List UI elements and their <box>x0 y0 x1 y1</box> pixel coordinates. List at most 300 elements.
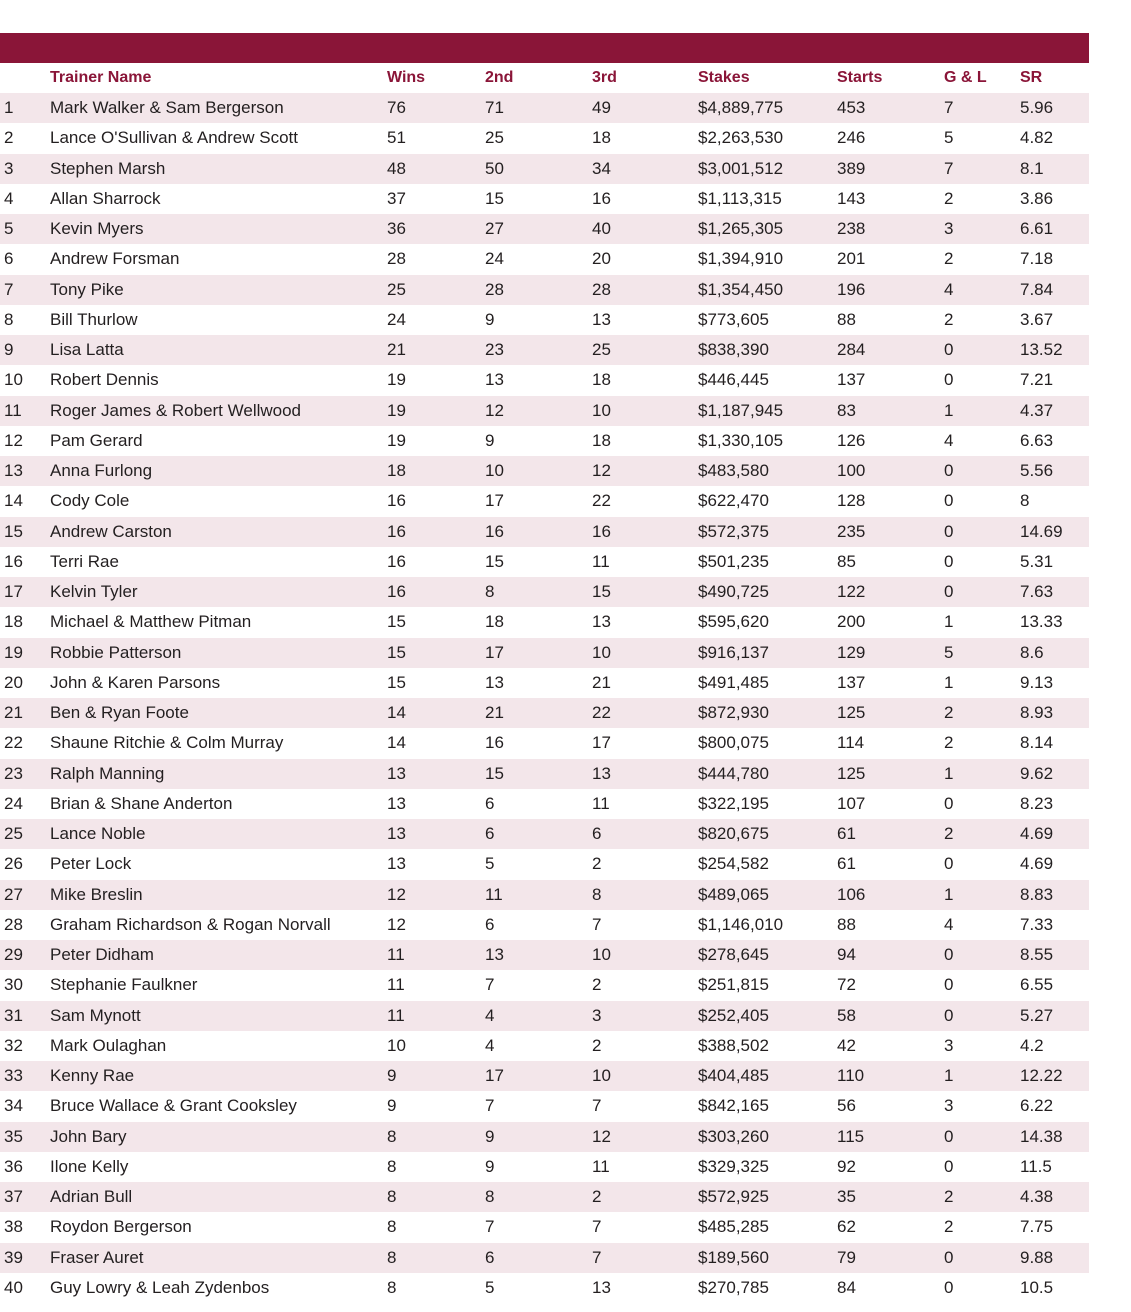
table-row <box>0 486 1089 516</box>
cell-gl: 0 <box>944 370 954 390</box>
cell-starts: 114 <box>837 733 865 753</box>
cell-gl: 1 <box>944 612 954 632</box>
cell-starts: 196 <box>837 279 866 299</box>
cell-gl: 0 <box>944 1277 954 1297</box>
cell-rank: 21 <box>4 703 23 722</box>
cell-starts: 128 <box>837 491 866 511</box>
cell-third: 12 <box>592 461 611 480</box>
cell-trainer-name: Anna Furlong <box>50 461 153 480</box>
cell-stakes: $595,620 <box>698 612 769 632</box>
cell-starts: 125 <box>837 703 866 722</box>
cell-second: 18 <box>485 612 504 632</box>
cell-rank: 8 <box>4 309 14 329</box>
title-bar <box>0 33 1089 63</box>
table-row <box>0 1031 1089 1061</box>
cell-wins: 19 <box>387 400 406 420</box>
cell-stakes: $800,075 <box>698 733 769 753</box>
cell-second: 7 <box>485 1217 495 1237</box>
cell-trainer-name: Robbie Patterson <box>50 642 182 662</box>
cell-rank: 17 <box>4 582 23 601</box>
cell-stakes: $572,375 <box>698 521 769 541</box>
cell-wins: 13 <box>387 793 406 813</box>
cell-trainer-name: Sam Mynott <box>50 1005 141 1025</box>
cell-starts: 94 <box>837 945 856 964</box>
cell-rank: 14 <box>4 491 23 511</box>
cell-third: 12 <box>592 1126 611 1146</box>
cell-wins: 11 <box>387 1005 405 1025</box>
cell-sr: 6.63 <box>1020 430 1054 450</box>
cell-wins: 21 <box>387 340 406 359</box>
table-header <box>0 63 1089 93</box>
cell-starts: 246 <box>837 128 866 148</box>
cell-rank: 39 <box>4 1247 23 1267</box>
cell-gl: 0 <box>944 945 954 964</box>
cell-stakes: $838,390 <box>698 340 769 359</box>
cell-starts: 115 <box>837 1126 865 1146</box>
cell-third: 2 <box>592 854 602 874</box>
cell-gl: 0 <box>944 461 954 480</box>
cell-starts: 201 <box>837 249 866 269</box>
cell-gl: 0 <box>944 491 954 511</box>
table-row <box>0 607 1089 637</box>
cell-third: 40 <box>592 219 611 238</box>
table-row <box>0 365 1089 395</box>
table-row <box>0 244 1089 274</box>
cell-third: 6 <box>592 824 602 843</box>
cell-rank: 35 <box>4 1126 23 1146</box>
cell-trainer-name: Cody Cole <box>50 491 130 511</box>
cell-third: 13 <box>592 763 611 783</box>
cell-second: 8 <box>485 582 495 601</box>
cell-sr: 13.52 <box>1020 340 1063 359</box>
cell-sr: 7.84 <box>1020 279 1054 299</box>
header-gl: G & L <box>944 69 987 86</box>
cell-rank: 26 <box>4 854 23 874</box>
cell-second: 12 <box>485 400 504 420</box>
cell-gl: 4 <box>944 279 954 299</box>
cell-sr: 8.55 <box>1020 945 1054 964</box>
cell-rank: 38 <box>4 1217 23 1237</box>
cell-gl: 0 <box>944 1156 954 1176</box>
cell-wins: 13 <box>387 763 406 783</box>
table-row <box>0 1001 1089 1031</box>
cell-third: 8 <box>592 884 602 904</box>
cell-wins: 76 <box>387 98 406 117</box>
cell-starts: 56 <box>837 1096 856 1116</box>
cell-third: 18 <box>592 430 611 450</box>
cell-stakes: $483,580 <box>698 461 769 480</box>
cell-starts: 125 <box>837 763 866 783</box>
table-row <box>0 1122 1089 1152</box>
cell-rank: 19 <box>4 642 23 662</box>
cell-gl: 2 <box>944 733 954 753</box>
cell-wins: 16 <box>387 582 406 601</box>
cell-third: 10 <box>592 1066 611 1085</box>
cell-third: 21 <box>592 672 611 692</box>
cell-stakes: $501,235 <box>698 551 769 571</box>
table-row <box>0 577 1089 607</box>
cell-stakes: $572,925 <box>698 1187 769 1206</box>
header-wins: Wins <box>387 69 426 86</box>
cell-third: 16 <box>592 188 611 208</box>
cell-starts: 61 <box>837 854 856 874</box>
cell-stakes: $916,137 <box>698 642 769 662</box>
cell-wins: 48 <box>387 158 406 178</box>
cell-sr: 4.2 <box>1020 1035 1044 1055</box>
cell-stakes: $622,470 <box>698 491 769 511</box>
cell-stakes: $251,815 <box>698 975 769 995</box>
cell-trainer-name: John Bary <box>50 1126 127 1146</box>
cell-wins: 11 <box>387 975 405 995</box>
cell-second: 15 <box>485 188 504 208</box>
table-row <box>0 1061 1089 1091</box>
cell-stakes: $446,445 <box>698 370 769 390</box>
cell-wins: 16 <box>387 521 406 541</box>
cell-third: 20 <box>592 249 611 269</box>
table-row <box>0 1273 1089 1303</box>
table-row <box>0 456 1089 486</box>
table-row <box>0 1152 1089 1182</box>
cell-gl: 3 <box>944 1096 954 1116</box>
table-row <box>0 426 1089 456</box>
cell-second: 9 <box>485 1126 495 1146</box>
cell-trainer-name: Peter Didham <box>50 945 154 964</box>
cell-rank: 22 <box>4 733 23 753</box>
cell-gl: 4 <box>944 914 954 934</box>
cell-second: 6 <box>485 1247 495 1267</box>
cell-stakes: $4,889,775 <box>698 98 784 117</box>
cell-trainer-name: Ilone Kelly <box>50 1156 129 1176</box>
cell-sr: 14.38 <box>1020 1126 1063 1146</box>
cell-starts: 79 <box>837 1247 856 1267</box>
table-row <box>0 184 1089 214</box>
cell-stakes: $820,675 <box>698 824 769 843</box>
cell-sr: 7.75 <box>1020 1217 1054 1237</box>
cell-trainer-name: John & Karen Parsons <box>50 672 221 692</box>
cell-second: 10 <box>485 461 504 480</box>
cell-rank: 12 <box>4 430 23 450</box>
cell-stakes: $252,405 <box>698 1005 769 1025</box>
cell-sr: 8.23 <box>1020 793 1054 813</box>
cell-wins: 8 <box>387 1217 397 1237</box>
cell-wins: 16 <box>387 491 406 511</box>
cell-stakes: $329,325 <box>698 1156 769 1176</box>
cell-sr: 12.22 <box>1020 1066 1063 1085</box>
cell-third: 11 <box>592 793 610 813</box>
cell-third: 7 <box>592 1247 602 1267</box>
cell-sr: 13.33 <box>1020 612 1063 632</box>
table-row <box>0 668 1089 698</box>
table-row <box>0 759 1089 789</box>
cell-gl: 3 <box>944 219 954 238</box>
cell-gl: 1 <box>944 763 954 783</box>
cell-third: 10 <box>592 642 611 662</box>
cell-rank: 7 <box>4 279 14 299</box>
cell-starts: 58 <box>837 1005 856 1025</box>
cell-stakes: $303,260 <box>698 1126 769 1146</box>
cell-trainer-name: Bill Thurlow <box>50 309 138 329</box>
table-row <box>0 940 1089 970</box>
table-row <box>0 849 1089 879</box>
cell-wins: 15 <box>387 672 406 692</box>
cell-second: 16 <box>485 521 504 541</box>
cell-second: 71 <box>485 98 504 117</box>
cell-third: 7 <box>592 914 602 934</box>
table-row <box>0 123 1089 153</box>
cell-wins: 14 <box>387 703 406 722</box>
cell-rank: 25 <box>4 824 23 843</box>
table-row <box>0 93 1089 123</box>
cell-rank: 27 <box>4 884 23 904</box>
cell-rank: 2 <box>4 128 14 148</box>
cell-trainer-name: Brian & Shane Anderton <box>50 793 233 813</box>
cell-sr: 8.1 <box>1020 158 1044 178</box>
cell-sr: 9.62 <box>1020 763 1054 783</box>
cell-sr: 7.18 <box>1020 249 1054 269</box>
cell-stakes: $773,605 <box>698 309 769 329</box>
cell-gl: 2 <box>944 188 954 208</box>
cell-trainer-name: Stephanie Faulkner <box>50 975 198 995</box>
cell-trainer-name: Lance Noble <box>50 824 146 843</box>
cell-gl: 0 <box>944 1005 954 1025</box>
cell-third: 25 <box>592 340 611 359</box>
cell-wins: 12 <box>387 884 406 904</box>
cell-gl: 0 <box>944 1247 954 1267</box>
cell-trainer-name: Roydon Bergerson <box>50 1217 192 1237</box>
cell-gl: 0 <box>944 582 954 601</box>
cell-gl: 2 <box>944 249 954 269</box>
cell-trainer-name: Adrian Bull <box>50 1187 133 1206</box>
cell-stakes: $485,285 <box>698 1217 769 1237</box>
cell-wins: 11 <box>387 945 405 964</box>
cell-second: 6 <box>485 914 495 934</box>
cell-second: 11 <box>485 884 503 904</box>
cell-rank: 6 <box>4 249 14 269</box>
cell-wins: 24 <box>387 309 406 329</box>
cell-second: 4 <box>485 1035 495 1055</box>
cell-gl: 1 <box>944 884 954 904</box>
cell-starts: 88 <box>837 309 856 329</box>
cell-sr: 5.56 <box>1020 461 1054 480</box>
cell-starts: 61 <box>837 824 856 843</box>
cell-second: 7 <box>485 975 495 995</box>
cell-third: 10 <box>592 945 611 964</box>
cell-stakes: $490,725 <box>698 582 769 601</box>
cell-trainer-name: Lisa Latta <box>50 340 124 359</box>
cell-rank: 4 <box>4 188 14 208</box>
header-sr: SR <box>1020 69 1043 86</box>
cell-starts: 84 <box>837 1277 856 1297</box>
trainer-table <box>0 63 1089 1303</box>
cell-rank: 28 <box>4 914 23 934</box>
cell-sr: 11.5 <box>1020 1156 1052 1176</box>
cell-rank: 18 <box>4 612 23 632</box>
table-row <box>0 1091 1089 1121</box>
cell-trainer-name: Andrew Carston <box>50 521 172 541</box>
cell-third: 3 <box>592 1005 602 1025</box>
cell-sr: 5.96 <box>1020 98 1054 117</box>
cell-gl: 2 <box>944 703 954 722</box>
cell-gl: 1 <box>944 400 954 420</box>
cell-second: 13 <box>485 370 504 390</box>
cell-third: 28 <box>592 279 611 299</box>
cell-wins: 9 <box>387 1096 397 1116</box>
cell-third: 2 <box>592 1187 602 1206</box>
cell-gl: 7 <box>944 158 954 178</box>
cell-sr: 6.61 <box>1020 219 1054 238</box>
cell-sr: 9.88 <box>1020 1247 1054 1267</box>
cell-sr: 5.31 <box>1020 551 1054 571</box>
cell-wins: 8 <box>387 1247 397 1267</box>
cell-starts: 129 <box>837 642 866 662</box>
cell-starts: 107 <box>837 793 866 813</box>
cell-starts: 126 <box>837 430 866 450</box>
table-row <box>0 789 1089 819</box>
cell-stakes: $491,485 <box>698 672 769 692</box>
cell-second: 23 <box>485 340 504 359</box>
cell-sr: 4.38 <box>1020 1187 1054 1206</box>
table-row <box>0 517 1089 547</box>
cell-third: 18 <box>592 128 611 148</box>
cell-rank: 10 <box>4 370 23 390</box>
header-stakes: Stakes <box>698 69 750 86</box>
cell-rank: 23 <box>4 763 23 783</box>
cell-wins: 15 <box>387 612 406 632</box>
cell-gl: 2 <box>944 824 954 843</box>
cell-gl: 0 <box>944 340 954 359</box>
cell-gl: 2 <box>944 1217 954 1237</box>
cell-starts: 200 <box>837 612 866 632</box>
cell-sr: 7.21 <box>1020 370 1054 390</box>
header-third: 3rd <box>592 69 617 86</box>
cell-third: 49 <box>592 98 611 117</box>
table-row <box>0 547 1089 577</box>
cell-starts: 143 <box>837 188 866 208</box>
cell-third: 10 <box>592 400 611 420</box>
cell-trainer-name: Peter Lock <box>50 854 132 874</box>
cell-wins: 8 <box>387 1187 397 1206</box>
cell-rank: 20 <box>4 672 23 692</box>
cell-second: 8 <box>485 1187 495 1206</box>
table-row <box>0 214 1089 244</box>
cell-trainer-name: Lance O'Sullivan & Andrew Scott <box>50 128 298 148</box>
cell-sr: 7.33 <box>1020 914 1054 934</box>
cell-starts: 122 <box>837 582 866 601</box>
cell-starts: 85 <box>837 551 856 571</box>
cell-stakes: $444,780 <box>698 763 769 783</box>
cell-sr: 5.27 <box>1020 1005 1054 1025</box>
header-trainer-name: Trainer Name <box>50 69 152 86</box>
cell-starts: 137 <box>837 672 866 692</box>
cell-rank: 40 <box>4 1277 23 1297</box>
cell-sr: 8.6 <box>1020 642 1044 662</box>
cell-stakes: $388,502 <box>698 1035 769 1055</box>
cell-starts: 72 <box>837 975 856 995</box>
cell-wins: 9 <box>387 1066 397 1085</box>
cell-wins: 19 <box>387 370 406 390</box>
cell-gl: 0 <box>944 551 954 571</box>
cell-trainer-name: Shaune Ritchie & Colm Murray <box>50 733 284 753</box>
cell-stakes: $278,645 <box>698 945 769 964</box>
cell-third: 13 <box>592 612 611 632</box>
cell-stakes: $254,582 <box>698 854 769 874</box>
cell-stakes: $2,263,530 <box>698 128 784 148</box>
cell-gl: 1 <box>944 1066 954 1085</box>
table-row <box>0 1212 1089 1242</box>
cell-starts: 137 <box>837 370 866 390</box>
cell-second: 24 <box>485 249 504 269</box>
cell-gl: 2 <box>944 1187 954 1206</box>
cell-wins: 8 <box>387 1156 397 1176</box>
cell-wins: 28 <box>387 249 406 269</box>
cell-third: 11 <box>592 551 610 571</box>
cell-trainer-name: Terri Rae <box>50 551 119 571</box>
cell-third: 2 <box>592 1035 602 1055</box>
cell-third: 22 <box>592 703 611 722</box>
cell-gl: 1 <box>944 672 954 692</box>
cell-third: 2 <box>592 975 602 995</box>
cell-starts: 88 <box>837 914 856 934</box>
cell-rank: 24 <box>4 793 23 813</box>
table-row <box>0 305 1089 335</box>
cell-trainer-name: Graham Richardson & Rogan Norvall <box>50 914 331 934</box>
cell-stakes: $404,485 <box>698 1066 769 1085</box>
cell-trainer-name: Fraser Auret <box>50 1247 144 1267</box>
cell-third: 7 <box>592 1096 602 1116</box>
cell-starts: 92 <box>837 1156 856 1176</box>
cell-wins: 19 <box>387 430 406 450</box>
cell-sr: 4.69 <box>1020 824 1054 843</box>
cell-gl: 7 <box>944 98 954 117</box>
cell-second: 17 <box>485 1066 504 1085</box>
cell-second: 9 <box>485 309 495 329</box>
cell-stakes: $1,330,105 <box>698 430 784 450</box>
cell-starts: 35 <box>837 1187 856 1206</box>
cell-trainer-name: Pam Gerard <box>50 430 143 450</box>
cell-second: 5 <box>485 1277 495 1297</box>
cell-trainer-name: Guy Lowry & Leah Zydenbos <box>50 1277 270 1297</box>
cell-wins: 10 <box>387 1035 406 1055</box>
table-row <box>0 698 1089 728</box>
table-row <box>0 396 1089 426</box>
cell-wins: 51 <box>387 128 406 148</box>
cell-second: 16 <box>485 733 504 753</box>
cell-stakes: $1,265,305 <box>698 219 784 238</box>
cell-sr: 8 <box>1020 491 1030 511</box>
cell-wins: 18 <box>387 461 406 480</box>
cell-sr: 3.67 <box>1020 309 1054 329</box>
cell-gl: 5 <box>944 642 954 662</box>
table-row <box>0 728 1089 758</box>
cell-starts: 100 <box>837 461 866 480</box>
cell-third: 18 <box>592 370 611 390</box>
cell-third: 34 <box>592 158 611 178</box>
cell-wins: 8 <box>387 1277 397 1297</box>
cell-rank: 1 <box>4 98 14 117</box>
cell-second: 4 <box>485 1005 495 1025</box>
cell-sr: 4.69 <box>1020 854 1054 874</box>
cell-wins: 13 <box>387 854 406 874</box>
cell-sr: 4.37 <box>1020 400 1054 420</box>
cell-rank: 32 <box>4 1035 23 1055</box>
cell-wins: 14 <box>387 733 406 753</box>
cell-rank: 29 <box>4 945 23 964</box>
cell-rank: 34 <box>4 1096 23 1116</box>
cell-gl: 0 <box>944 975 954 995</box>
cell-gl: 3 <box>944 1035 954 1055</box>
cell-sr: 8.83 <box>1020 884 1054 904</box>
cell-stakes: $1,394,910 <box>698 249 784 269</box>
